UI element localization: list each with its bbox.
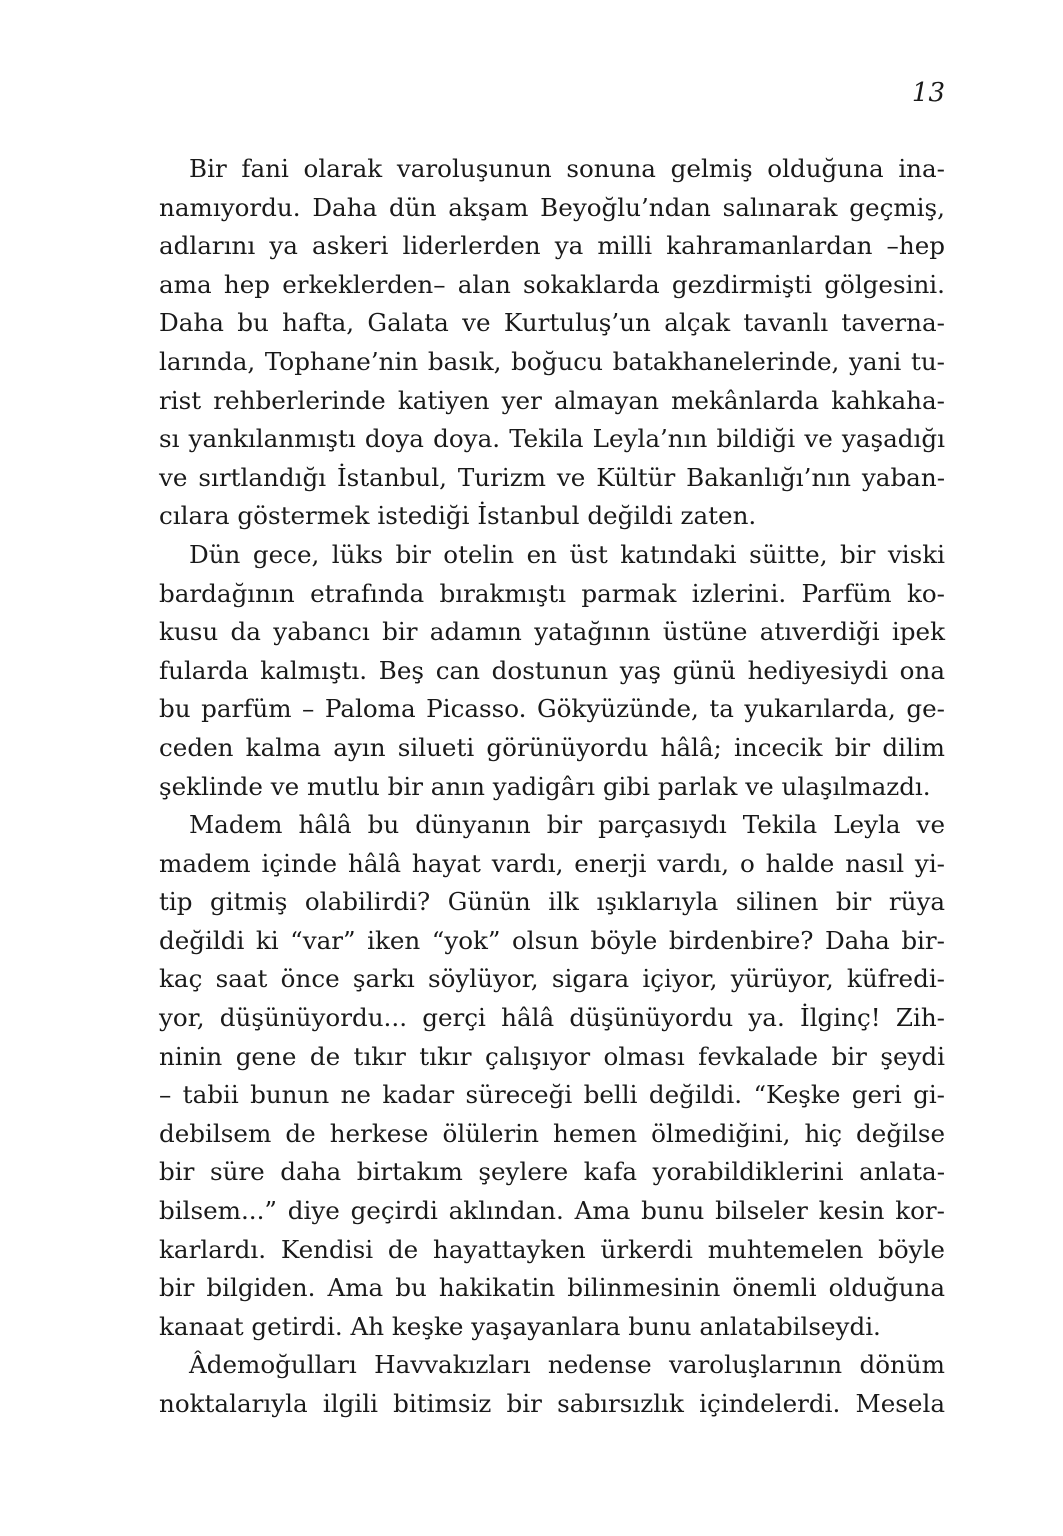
text-line: fularda kalmıştı. Beş can dostunun yaş günü hediyesiydi ona — [159, 655, 945, 685]
text-line: Âdemoğulları Havvakızları nedense varoluşlarının dönüm — [189, 1350, 945, 1380]
text-line: yor, düşünüyordu... gerçi hâlâ düşünüyordu ya. İlginç! Zih- — [159, 1003, 945, 1033]
text-line: debilsem de herkese ölülerin hemen ölmediğini, hiç değilse — [159, 1118, 945, 1148]
text-line: bir bilgiden. Ama bu hakikatin bilinmesinin önemli olduğuna — [159, 1273, 945, 1303]
text-line: ama hep erkeklerden– alan sokaklarda gezdirmişti gölgesini. — [159, 269, 945, 299]
text-line: bilsem...” diye geçirdi aklından. Ama bunu bilseler kesin kor- — [159, 1196, 945, 1226]
paragraph — [159, 806, 945, 1346]
text-line: kusu da yabancı bir adamın yatağının üstüne atıverdiği ipek — [159, 617, 945, 647]
text-line: Daha bu hafta, Galata ve Kurtuluş’un alçak tavanlı taverna- — [159, 308, 945, 338]
text-line: sı yankılanmıştı doya doya. Tekila Leyla’nın bildiği ve yaşadığı — [159, 424, 945, 454]
paragraph — [159, 536, 945, 806]
body-text — [159, 150, 945, 1424]
text-line: Madem hâlâ bu dünyanın bir parçasıydı Tekila Leyla ve — [189, 810, 945, 840]
text-line: noktalarıyla ilgili bitimsiz bir sabırsızlık içindelerdi. Mesela — [159, 1389, 945, 1418]
text-line: namıyordu. Daha dün akşam Beyoğlu’ndan salınarak geçmiş, — [159, 192, 945, 222]
text-line: tip gitmiş olabilirdi? Günün ilk ışıklarıyla silinen bir rüya — [159, 887, 945, 917]
text-line: Bir fani olarak varoluşunun sonuna gelmiş olduğuna ina- — [189, 154, 945, 183]
paragraph — [159, 150, 945, 536]
text-line: ve sırtlandığı İstanbul, Turizm ve Kültür Bakanlığı’nın yaban- — [159, 462, 945, 492]
text-line: madem içinde hâlâ hayat vardı, enerji vardı, o halde nasıl yi- — [159, 848, 945, 878]
text-line: ninin gene de tıkır tıkır çalışıyor olması fevkalade bir şeydi — [159, 1041, 945, 1071]
text-line: ceden kalma ayın silueti görünüyordu hâlâ; incecik bir dilim — [159, 732, 945, 762]
text-line: karlardı. Kendisi de hayattayken ürkerdi muhtemelen böyle — [159, 1234, 945, 1264]
text-line: değildi ki “var” iken “yok” olsun böyle birdenbire? Daha bir- — [159, 925, 945, 955]
text-line: bu parfüm – Paloma Picasso. Gökyüzünde, ta yukarılarda, ge- — [159, 694, 945, 724]
text-line: cılara göstermek istediği İstanbul değildi zaten. — [159, 501, 757, 531]
text-line: kanaat getirdi. Ah keşke yaşayanlara bunu anlatabilseydi. — [159, 1311, 881, 1341]
text-line: larında, Tophane’nin basık, boğucu batakhanelerinde, yani tu- — [159, 346, 945, 376]
text-line: rist rehberlerinde katiyen yer almayan mekânlarda kahkaha- — [159, 385, 945, 415]
text-line: – tabii bunun ne kadar süreceği belli değildi. “Keşke geri gi- — [159, 1080, 945, 1110]
text-line: Dün gece, lüks bir otelin en üst katındaki süitte, bir viski — [189, 539, 945, 569]
text-line: şeklinde ve mutlu bir anın yadigârı gibi parlak ve ulaşılmazdı. — [159, 771, 931, 801]
text-line: kaç saat önce şarkı söylüyor, sigara içiyor, yürüyor, küfredi- — [159, 964, 945, 994]
text-line: bir süre daha birtakım şeylere kafa yorabildiklerini anlata- — [159, 1157, 945, 1187]
page-number: 13 — [911, 78, 945, 108]
paragraph — [159, 1346, 945, 1423]
text-line: bardağının etrafında bırakmıştı parmak izlerini. Parfüm ko- — [159, 578, 945, 608]
text-line: adlarını ya askeri liderlerden ya milli kahramanlardan –hep — [159, 231, 945, 261]
